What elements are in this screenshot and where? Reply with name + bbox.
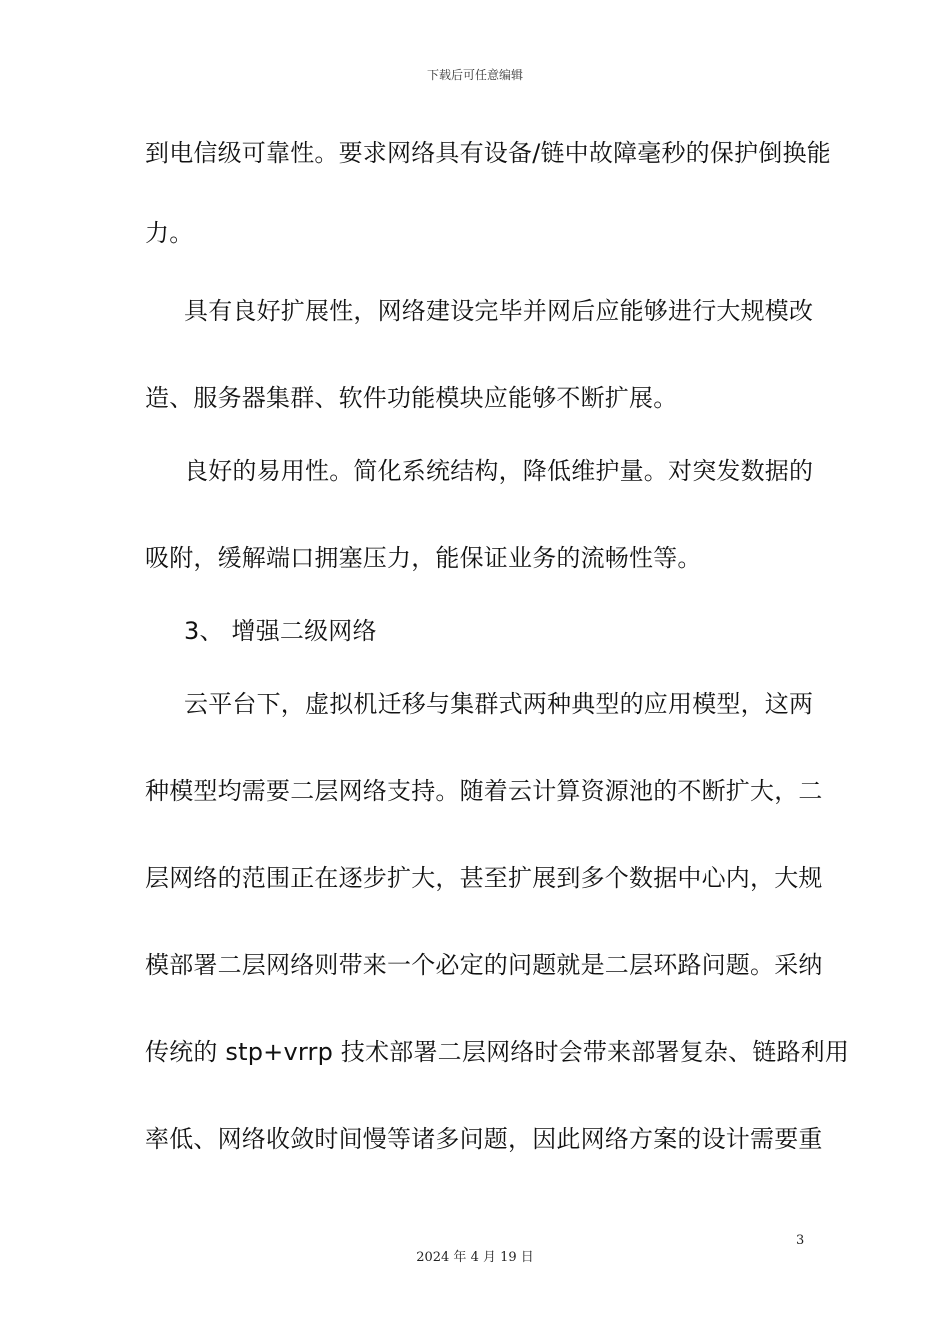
- body-line-8: 云平台下，虚拟机迁移与集群式两种典型的应用模型，这两: [184, 690, 814, 718]
- body-line-3: 具有良好扩展性，网络建设完毕并网后应能够进行大规模改: [184, 297, 814, 325]
- body-line-5: 良好的易用性。简化系统结构，降低维护量。对突发数据的: [184, 457, 814, 485]
- body-line-9: 种模型均需要二层网络支持。随着云计算资源池的不断扩大，二: [145, 777, 823, 805]
- body-line-12: 传统的 stp+vrrp 技术部署二层网络时会带来部署复杂、链路利用: [145, 1038, 850, 1066]
- body-line-11: 模部署二层网络则带来一个必定的问题就是二层环路问题。采纳: [145, 951, 823, 979]
- body-line-2: 力。: [145, 219, 194, 247]
- body-line-10: 层网络的范围正在逐步扩大，甚至扩展到多个数据中心内，大规: [145, 864, 823, 892]
- page-header: 下载后可任意编辑: [426, 68, 523, 82]
- body-line-4: 造、服务器集群、软件功能模块应能够不断扩展。: [145, 384, 678, 412]
- page-number: 3: [796, 1233, 805, 1248]
- section-heading: 3、 增强二级网络: [184, 617, 377, 645]
- body-line-6: 吸附，缓解端口拥塞压力，能保证业务的流畅性等。: [145, 544, 702, 572]
- page-footer-date: 2024 年 4 月 19 日: [416, 1250, 534, 1265]
- body-line-1: 到电信级可靠性。要求网络具有设备/链中故障毫秒的保护倒换能: [145, 139, 831, 167]
- body-line-13: 率低、网络收敛时间慢等诸多问题，因此网络方案的设计需要重: [145, 1125, 823, 1153]
